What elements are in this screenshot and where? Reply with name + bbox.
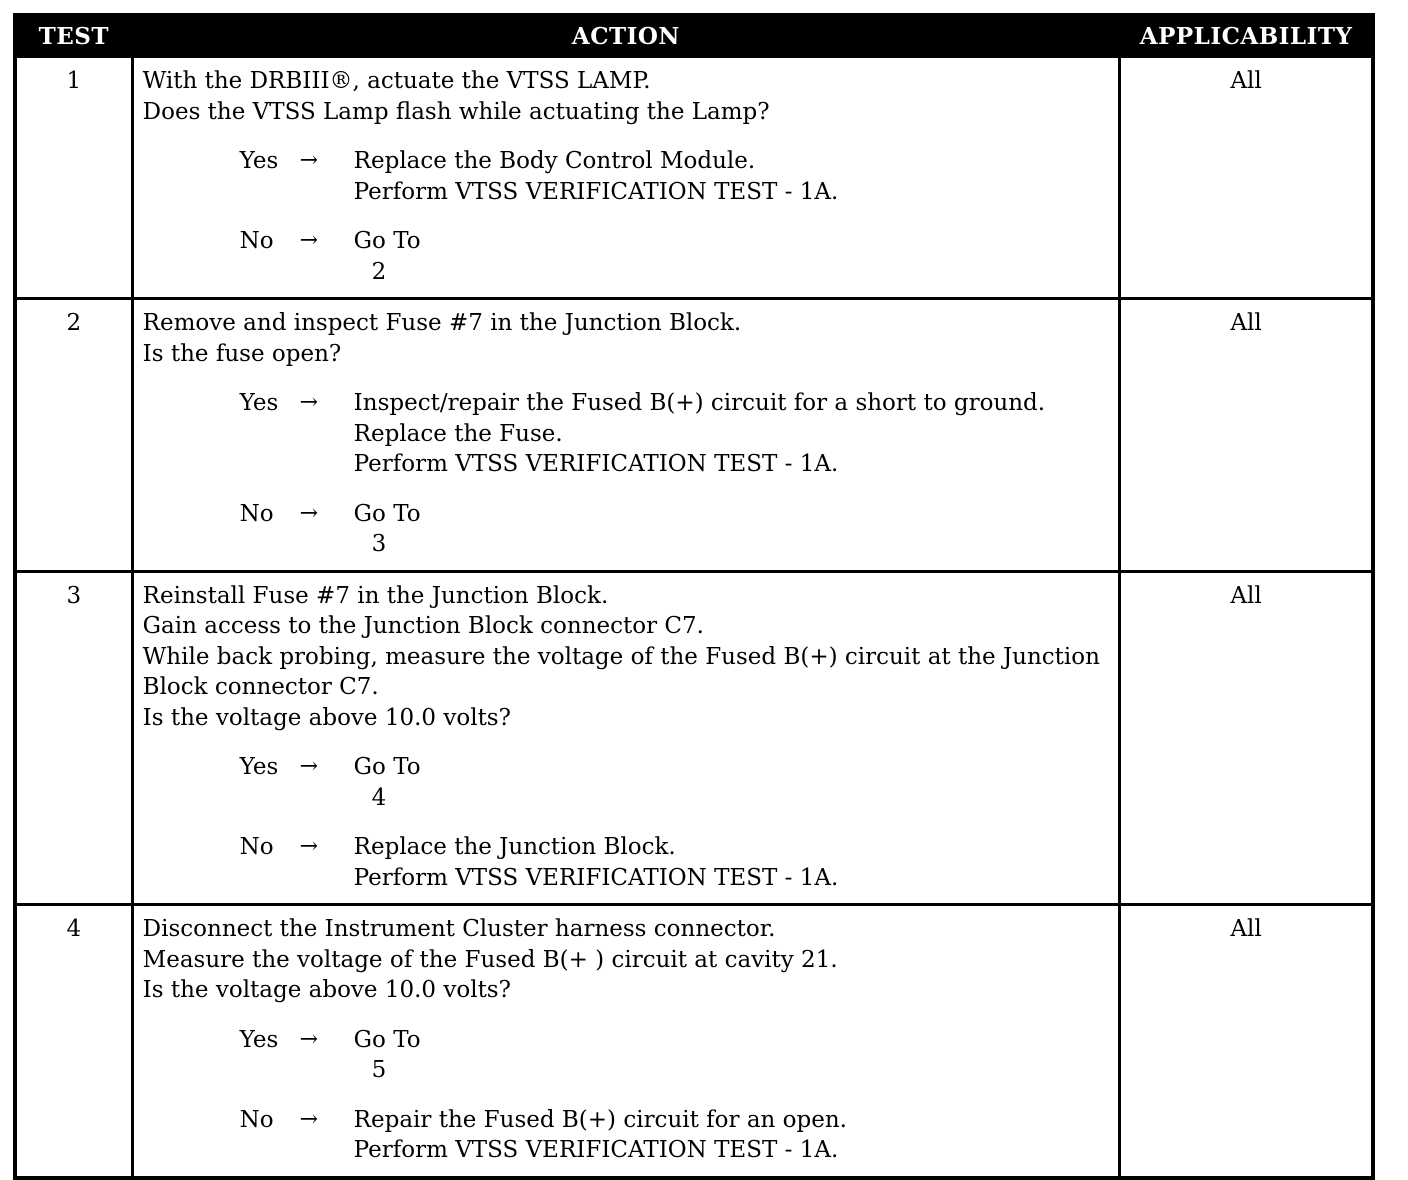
yes-label: Yes: [239, 754, 279, 780]
arrow-icon: →: [299, 148, 319, 173]
go-to-label: Go To: [353, 228, 421, 254]
yes-label: Yes: [239, 1026, 279, 1053]
outcome-yes: [143, 388, 1110, 480]
outcome-yes: [143, 1025, 1110, 1086]
action-line: Does the VTSS Lamp flash while actuating the Lamp?: [142, 98, 770, 125]
outcome-no: [143, 1105, 1110, 1166]
go-to-text: [354, 752, 1110, 813]
no-label: No: [239, 1106, 274, 1133]
no-label: No: [239, 228, 274, 254]
go-to-number: 5: [371, 1057, 387, 1083]
action-line: Is the fuse open?: [142, 340, 342, 367]
outcome-line: Inspect/repair the Fused B(+) circuit for a short to ground.: [353, 390, 1046, 416]
table-row: [15, 57, 1373, 299]
arrow-icon: →: [299, 500, 319, 526]
outcome-text: [354, 499, 1110, 560]
go-to-number: 3: [371, 531, 387, 557]
outcome-line: Replace the Body Control Module.: [353, 148, 756, 174]
go-to-label: Go To: [353, 500, 421, 527]
outcomes: [143, 1025, 1110, 1166]
arrow-icon: →: [299, 1106, 319, 1132]
action-line: Gain access to the Junction Block connector C7.: [142, 613, 704, 639]
go-to-text: [354, 226, 1110, 287]
applicability-value: All: [1120, 299, 1373, 572]
go-to-number: 4: [371, 784, 387, 811]
header-test: TEST: [15, 15, 132, 57]
test-number: 1: [15, 57, 132, 299]
outcome-text: [354, 388, 1110, 480]
outcome-yes: [143, 752, 1110, 813]
table-row: [15, 299, 1373, 572]
header-action: ACTION: [132, 15, 1119, 57]
action-line: Is the voltage above 10.0 volts?: [142, 977, 511, 1003]
outcome-line: Perform VTSS VERIFICATION TEST - 1A.: [353, 451, 839, 477]
header-row: [15, 15, 1373, 57]
test-number: 4: [15, 905, 132, 1178]
outcome-line: Replace the Fuse.: [353, 420, 563, 447]
applicability-value: All: [1120, 905, 1373, 1178]
go-to-number: 2: [371, 258, 387, 285]
go-to-text: [354, 1025, 1110, 1086]
outcome-line: Perform VTSS VERIFICATION TEST - 1A.: [353, 1137, 839, 1163]
yes-label: Yes: [239, 148, 279, 174]
action-line: Remove and inspect Fuse #7 in the Junction Block.: [142, 310, 742, 336]
action-line: Block connector C7.: [142, 674, 379, 700]
action-cell: [132, 571, 1119, 905]
test-number: 3: [15, 571, 132, 905]
action-line: Reinstall Fuse #7 in the Junction Block.: [142, 582, 609, 609]
outcome-line: Perform VTSS VERIFICATION TEST - 1A.: [353, 864, 839, 891]
test-number: 2: [15, 299, 132, 572]
outcome-no: [143, 499, 1110, 560]
outcome-line: Repair the Fused B(+) circuit for an open.: [353, 1106, 847, 1133]
action-line: Is the voltage above 10.0 volts?: [142, 704, 511, 731]
action-cell: [132, 57, 1119, 299]
header-applicability: APPLICABILITY: [1120, 15, 1373, 57]
action-line: Disconnect the Instrument Cluster harness connector.: [142, 916, 776, 942]
no-label: No: [239, 500, 274, 527]
outcome-text: [354, 832, 1110, 893]
outcome-yes: [143, 146, 1110, 207]
outcome-text: [354, 1105, 1110, 1166]
arrow-icon: →: [299, 228, 319, 253]
arrow-icon: →: [299, 834, 319, 859]
action-cell: [132, 299, 1119, 572]
applicability-value: All: [1120, 571, 1373, 905]
outcomes: [143, 146, 1110, 287]
applicability-value: All: [1120, 57, 1373, 299]
action-line: While back probing, measure the voltage of the Fused B(+) circuit at the Junction: [142, 643, 1100, 670]
table-row: [15, 905, 1373, 1178]
outcome-line: Perform VTSS VERIFICATION TEST - 1A.: [353, 178, 839, 205]
no-label: No: [239, 834, 274, 860]
outcome-text: [354, 146, 1110, 207]
action-cell: [132, 905, 1119, 1178]
outcome-text: [354, 752, 1110, 813]
go-to-label: Go To: [353, 754, 421, 780]
go-to-text: [354, 499, 1110, 560]
outcome-text: [354, 226, 1110, 287]
arrow-icon: →: [299, 754, 319, 779]
outcome-no: [143, 832, 1110, 893]
outcomes: [143, 752, 1110, 893]
outcomes: [143, 388, 1110, 560]
action-line: Measure the voltage of the Fused B(+ ) circuit at cavity 21.: [142, 946, 838, 973]
outcome-no: [143, 226, 1110, 287]
action-line: With the DRBIII®, actuate the VTSS LAMP.: [142, 68, 651, 94]
table-row: [15, 571, 1373, 905]
outcome-text: [354, 1025, 1110, 1086]
outcome-line: Replace the Junction Block.: [353, 834, 676, 860]
diagnostic-test-table: [13, 13, 1375, 1180]
arrow-icon: →: [299, 1026, 319, 1052]
go-to-label: Go To: [353, 1026, 421, 1053]
yes-label: Yes: [239, 390, 279, 416]
arrow-icon: →: [299, 390, 319, 415]
